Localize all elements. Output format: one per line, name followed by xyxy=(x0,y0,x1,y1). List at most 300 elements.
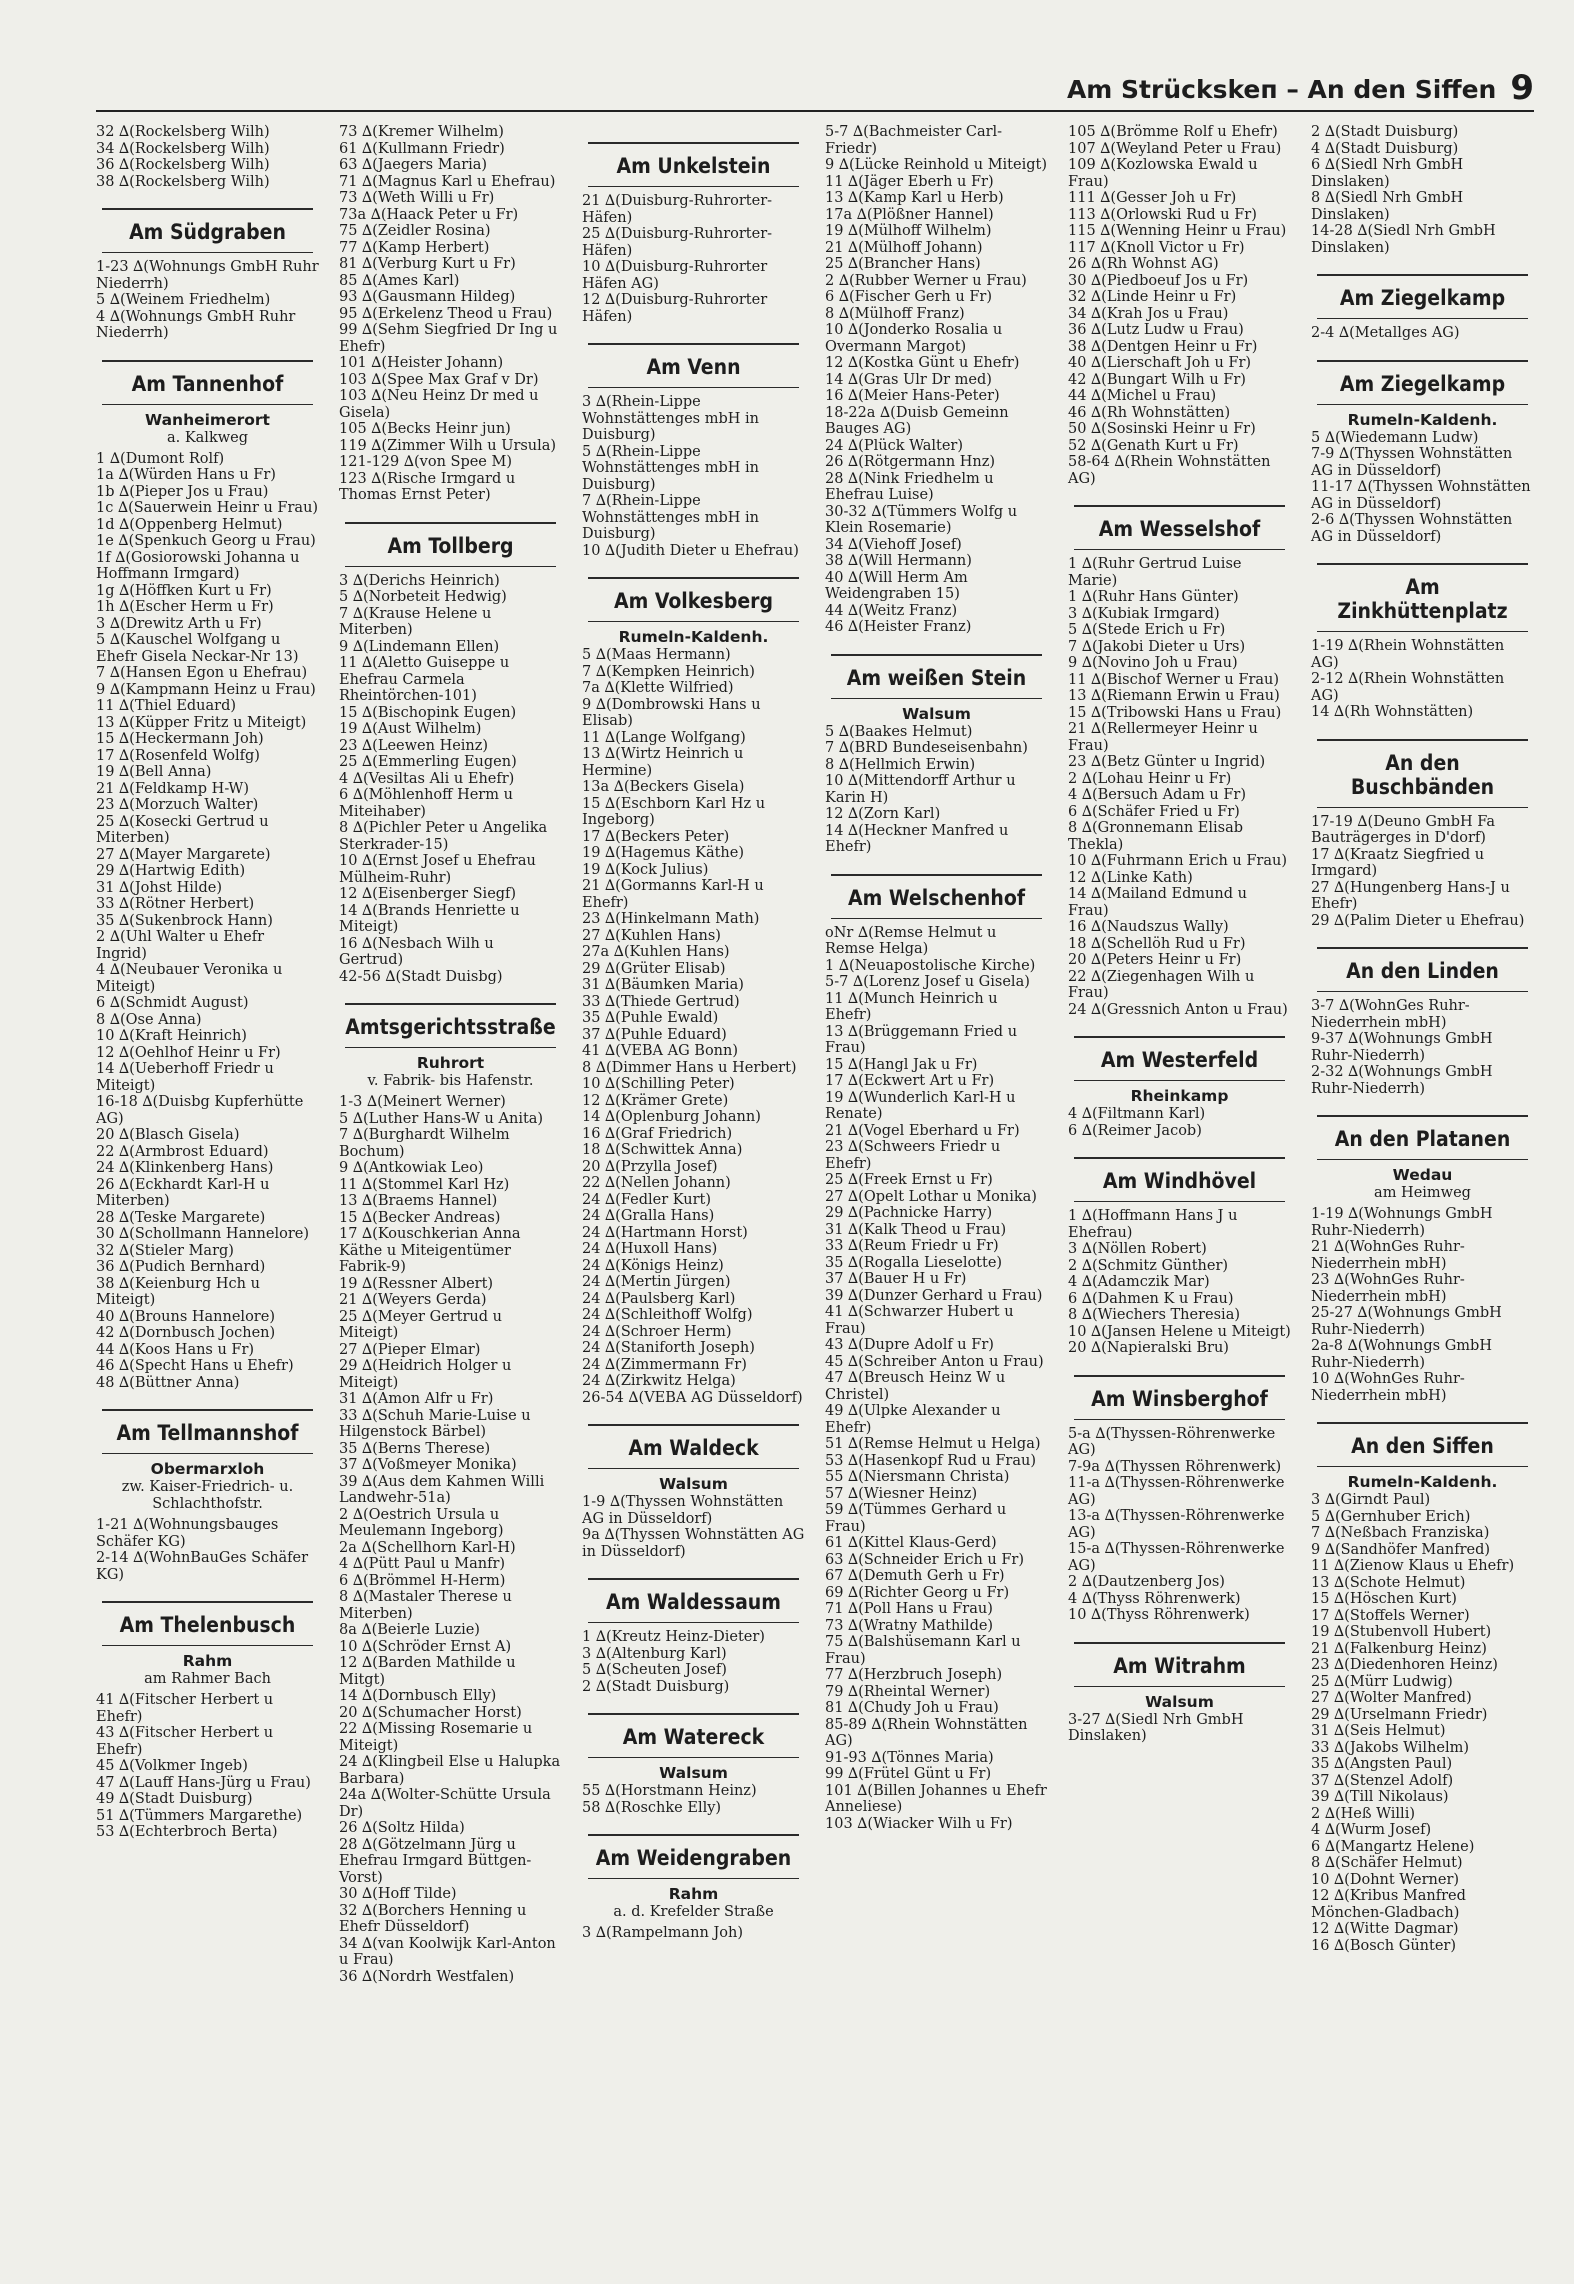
address-entry: 26 ∆(Rh Wohnst AG) xyxy=(1068,256,1219,272)
address-entry: 3 ∆(Kubiak Irmgard) xyxy=(1068,605,1220,622)
address-entry: 37 ∆(Stenzel Adolf) xyxy=(1311,1772,1454,1789)
address-entry: 1b ∆(Pieper Jos u Frau) xyxy=(96,483,269,500)
address-entry: 19 ∆(Stubenvoll Hubert) xyxy=(1311,1624,1492,1640)
address-entry: 3-7 ∆(WohnGes Ruhr-Niederrhein mbH) xyxy=(1311,998,1470,1031)
address-entry: 24 ∆(Paulsberg Karl) xyxy=(582,1290,736,1307)
address-entry: 8 ∆(Siedl Nrh GmbH Dinslaken) xyxy=(1311,190,1468,223)
address-entry: 4 ∆(Vesiltas Ali u Ehefr) xyxy=(339,770,515,787)
address-entry: 31 ∆(Seis Helmut) xyxy=(1311,1723,1446,1739)
district-label: Rahm xyxy=(182,1652,233,1670)
address-entry: 27 ∆(Opelt Lothar u Monika) xyxy=(825,1188,1037,1205)
address-entry: 1-19 ∆(Rhein Wohnstätten AG) xyxy=(1311,638,1509,671)
address-entry: 5 ∆(Gernhuber Erich) xyxy=(1311,1508,1471,1525)
address-entry: 13 ∆(Brüggemann Fried u Frau) xyxy=(825,1023,1022,1056)
address-entry: 39 ∆(Aus dem Kahmen Willi Landwehr-51a) xyxy=(339,1473,549,1506)
address-entry: 75 ∆(Zeidler Rosina) xyxy=(339,223,491,239)
address-entry: 10 ∆(Mittendorff Arthur u Karin H) xyxy=(825,773,1021,806)
address-entry: 3 ∆(Derichs Heinrich) xyxy=(339,572,500,589)
address-entry: 14 ∆(Rh Wohnstätten) xyxy=(1311,704,1474,720)
address-entry: 5-7 ∆(Bachmeister Carl-Friedr) xyxy=(825,124,1003,157)
address-entry: 26 ∆(Eckhardt Karl-H u Miterben) xyxy=(96,1176,275,1209)
address-entry: 25 ∆(Mürr Ludwig) xyxy=(1311,1673,1453,1690)
address-entry: 3 ∆(Girndt Paul) xyxy=(1311,1492,1431,1508)
street-heading: Am Welschenhof xyxy=(831,874,1042,919)
address-entry: 40 ∆(Lierschaft Joh u Fr) xyxy=(1068,355,1252,371)
address-entry: 27 ∆(Kuhlen Hans) xyxy=(582,927,721,944)
address-entry: 71 ∆(Magnus Karl u Ehefrau) xyxy=(339,173,556,190)
address-entry: 25 ∆(Emmerling Eugen) xyxy=(339,754,517,770)
address-entry: 17 ∆(Kraatz Siegfried u Irmgard) xyxy=(1311,846,1489,879)
address-entry: 2-12 ∆(Rhein Wohnstätten AG) xyxy=(1311,671,1509,704)
column-1 xyxy=(96,124,324,2264)
street-heading: Am Südgraben xyxy=(102,208,313,253)
address-entry: 105 ∆(Becks Heinr jun) xyxy=(339,421,511,437)
street-section xyxy=(96,360,319,1392)
address-entry: 32 ∆(Linde Heinr u Fr) xyxy=(1068,289,1237,305)
street-heading: An den Buschbänden xyxy=(1317,739,1528,808)
street-section xyxy=(1311,1422,1534,1954)
column-6 xyxy=(1311,124,1534,2264)
address-entry: 9a ∆(Thyssen Wohnstätten AG in Düsseldorf) xyxy=(582,1527,809,1560)
address-entry: 33 ∆(Schuh Marie-Luise u Hilgenstock Bärbel) xyxy=(339,1407,536,1440)
address-entry: 13 ∆(Schote Helmut) xyxy=(1311,1574,1466,1591)
address-entry: 3 ∆(Rhein-Lippe Wohnstättenges mbH in Duisburg) xyxy=(582,394,764,443)
address-entry: 79 ∆(Rheintal Werner) xyxy=(825,1683,991,1700)
address-entry: 1 ∆(Kreutz Heinz-Dieter) xyxy=(582,1629,765,1645)
district-label: Obermarxloh xyxy=(150,1460,265,1478)
address-entry: 38 ∆(Dentgen Heinr u Fr) xyxy=(1068,338,1258,355)
address-entry: 49 ∆(Ulpke Alexander u Ehefr) xyxy=(825,1403,1006,1436)
address-entry: 27 ∆(Wolter Manfred) xyxy=(1311,1690,1472,1706)
address-entry: 41 ∆(Fitscher Herbert u Ehefr) xyxy=(96,1692,278,1725)
street-heading: Am weißen Stein xyxy=(831,654,1042,699)
address-entry: 11 ∆(Lange Wolfgang) xyxy=(582,729,746,746)
address-entry: 12 ∆(Kostka Günt u Ehefr) xyxy=(825,355,1020,371)
address-entry: 21 ∆(Rellermeyer Heinr u Frau) xyxy=(1068,721,1263,754)
address-entry: 16-18 ∆(Duisbg Kupferhütte AG) xyxy=(96,1094,308,1127)
street-section xyxy=(339,1003,565,1985)
address-entry: 17 ∆(Rosenfeld Wolfg) xyxy=(96,747,260,764)
address-entry: 31 ∆(Amon Alfr u Fr) xyxy=(339,1391,494,1407)
address-entry: 2 ∆(Stadt Duisburg) xyxy=(1311,124,1459,140)
address-entry: 6 ∆(Mangartz Helene) xyxy=(1311,1838,1475,1855)
address-entry: 19 ∆(Ressner Albert) xyxy=(339,1275,494,1292)
address-entry: 4 ∆(Neubauer Veronika u Miteigt) xyxy=(96,962,287,995)
address-entry: 15 ∆(Tribowski Hans u Frau) xyxy=(1068,704,1282,721)
address-entry: 11 ∆(Munch Heinrich u Ehefr) xyxy=(825,990,1003,1023)
address-entry: 28 ∆(Teske Margarete) xyxy=(96,1209,266,1226)
address-entry: 93 ∆(Gausmann Hildeg) xyxy=(339,289,516,305)
address-entry: 15 ∆(Höschen Kurt) xyxy=(1311,1591,1457,1607)
address-entry: 2a ∆(Schellhorn Karl-H) xyxy=(339,1539,516,1556)
address-entry: 10 ∆(Ernst Josef u Ehefrau Mülheim-Ruhr) xyxy=(339,853,541,886)
address-entry: 35 ∆(Sukenbrock Hann) xyxy=(96,912,273,929)
address-entry: 2-32 ∆(Wohnungs GmbH Ruhr-Niederrh) xyxy=(1311,1064,1498,1097)
address-entry: 32 ∆(Stieler Marg) xyxy=(96,1242,234,1259)
address-entry: 13 ∆(Küpper Fritz u Miteigt) xyxy=(96,714,307,731)
location-note: a. Kalkweg xyxy=(166,429,249,446)
address-entry: 73 ∆(Wratny Mathilde) xyxy=(825,1617,994,1634)
address-entry: 44 ∆(Michel u Frau) xyxy=(1068,388,1217,404)
address-entry: 19 ∆(Aust Wilhelm) xyxy=(339,721,482,737)
street-heading: Am Tannenhof xyxy=(102,360,313,405)
address-entry: 11 ∆(Bischof Werner u Frau) xyxy=(1068,671,1280,688)
address-entry: 8 ∆(Dimmer Hans u Herbert) xyxy=(582,1059,797,1076)
address-entry: 52 ∆(Genath Kurt u Fr) xyxy=(1068,437,1239,454)
address-entry: 24 ∆(Huxoll Hans) xyxy=(582,1241,718,1257)
address-entry: 115 ∆(Wenning Heinr u Frau) xyxy=(1068,223,1287,239)
address-entry: 35 ∆(Angsten Paul) xyxy=(1311,1756,1453,1772)
address-entry: 33 ∆(Rötner Herbert) xyxy=(96,896,255,912)
address-entry: 42 ∆(Bungart Wilh u Fr) xyxy=(1068,371,1246,388)
address-entry: 38 ∆(Will Hermann) xyxy=(825,553,972,569)
location-note: a. d. Krefelder Straße xyxy=(613,1904,774,1920)
address-entry: 23 ∆(Hinkelmann Math) xyxy=(582,911,760,927)
address-entry: 101 ∆(Billen Johannes u Ehefr Anneliese) xyxy=(825,1782,1052,1815)
address-entry: 21 ∆(Vogel Eberhard u Fr) xyxy=(825,1122,1020,1139)
address-entry: 12 ∆(Kribus Manfred Mönchen-Gladbach) xyxy=(1311,1888,1471,1921)
street-section xyxy=(96,1409,319,1583)
location-note: v. Fabrik- bis Hafenstr. xyxy=(367,1073,534,1089)
address-entry: 19 ∆(Hagemus Käthe) xyxy=(582,845,745,861)
address-entry: 18-22a ∆(Duisb Gemeinn Bauges AG) xyxy=(825,404,1014,437)
address-entry: 24 ∆(Zimmermann Fr) xyxy=(582,1356,747,1373)
street-section xyxy=(96,1601,319,1841)
address-entry: 44 ∆(Koos Hans u Fr) xyxy=(96,1341,255,1358)
district-label: Rheinkamp xyxy=(1130,1087,1229,1105)
address-entry: 103 ∆(Wiacker Wilh u Fr) xyxy=(825,1815,1013,1832)
address-entry: 45 ∆(Schreiber Anton u Frau) xyxy=(825,1353,1044,1370)
district-label: Rumeln-Kaldenh. xyxy=(1347,410,1498,429)
address-entry: 51 ∆(Tümmers Margarethe) xyxy=(96,1807,303,1824)
district-label: Wedau xyxy=(1392,1166,1453,1184)
address-entry: 7 ∆(Neßbach Franziska) xyxy=(1311,1525,1490,1541)
address-entry: 73 ∆(Weth Willi u Fr) xyxy=(339,190,495,206)
address-entry: 58-64 ∆(Rhein Wohnstätten AG) xyxy=(1068,454,1276,487)
address-entry: 99 ∆(Sehm Siegfried Dr Ing u Ehefr) xyxy=(339,322,562,355)
address-entry: 22 ∆(Armbrost Eduard) xyxy=(96,1143,269,1160)
address-entry: 1-19 ∆(Wohnungs GmbH Ruhr-Niederrh) xyxy=(1311,1206,1498,1239)
street-heading: Am Winsberghof xyxy=(1074,1375,1285,1420)
address-entry: 123 ∆(Rische Irmgard u Thomas Ernst Peter) xyxy=(339,470,520,503)
street-heading: An den Linden xyxy=(1317,947,1528,992)
address-entry: 1g ∆(Höffken Kurt u Fr) xyxy=(96,582,272,599)
address-entry: 121-129 ∆(von Spee M) xyxy=(339,454,513,470)
location-note: am Rahmer Bach xyxy=(144,1671,271,1687)
address-entry: 31 ∆(Kalk Theod u Frau) xyxy=(825,1221,1007,1238)
street-heading: Am Volkesberg xyxy=(588,577,799,622)
address-entry: 42 ∆(Dornbusch Jochen) xyxy=(96,1325,276,1341)
address-entry: 17 ∆(Eckwert Art u Fr) xyxy=(825,1073,995,1089)
address-entry: 2 ∆(Rubber Werner u Frau) xyxy=(825,272,1027,289)
address-entry: 6 ∆(Dahmen K u Frau) xyxy=(1068,1290,1234,1307)
address-entry: 34 ∆(Krah Jos u Frau) xyxy=(1068,305,1229,322)
address-entry: 1-21 ∆(Wohnungsbauges Schäfer KG) xyxy=(96,1517,283,1550)
address-entry: 7 ∆(Rhein-Lippe Wohnstättenges mbH in Duisburg) xyxy=(582,493,764,542)
street-heading: Amtsgerichtsstraße xyxy=(345,1003,556,1048)
address-entry: 3 ∆(Altenburg Karl) xyxy=(582,1645,727,1662)
street-heading: Am Weidengraben xyxy=(588,1834,799,1879)
address-entry: 105 ∆(Brömme Rolf u Ehefr) xyxy=(1068,124,1278,140)
address-entry: 3 ∆(Drewitz Arth u Fr) xyxy=(96,615,262,632)
address-entry: 5 ∆(Luther Hans-W u Anita) xyxy=(339,1110,544,1127)
address-entry: 15 ∆(Becker Andreas) xyxy=(339,1209,501,1226)
street-section xyxy=(582,577,805,1406)
address-entry: 32 ∆(Borchers Henning u Ehefr Düsseldorf) xyxy=(339,1902,531,1935)
address-entry: 2 ∆(Uhl Walter u Ehefr Ingrid) xyxy=(96,929,269,962)
street-section xyxy=(1311,947,1534,1097)
street-section xyxy=(1311,563,1534,721)
address-entry: 47 ∆(Lauff Hans-Jürg u Frau) xyxy=(96,1774,311,1791)
address-entry: 27 ∆(Hungenberg Hans-J u Ehefr) xyxy=(1311,879,1515,912)
address-entry: 10 ∆(Kraft Heinrich) xyxy=(96,1028,247,1044)
address-entry: 37 ∆(Puhle Eduard) xyxy=(582,1026,727,1043)
directory-columns xyxy=(96,124,1536,2264)
address-entry: 13-a ∆(Thyssen-Röhrenwerke AG) xyxy=(1068,1508,1290,1541)
address-entry: 49 ∆(Stadt Duisburg) xyxy=(96,1791,253,1807)
address-entry: 22 ∆(Missing Rosemarie u Miteigt) xyxy=(339,1721,537,1754)
location-note: zw. Kaiser-Friedrich- u. Schlachthofstr. xyxy=(121,1479,294,1512)
address-entry: 8 ∆(Mastaler Therese u Miterben) xyxy=(339,1589,517,1622)
street-section xyxy=(1068,1642,1291,1745)
address-entry: 30 ∆(Piedboeuf Jos u Fr) xyxy=(1068,272,1249,289)
address-entry: 28 ∆(Nink Friedhelm u Ehefrau Luise) xyxy=(825,470,999,503)
address-entry: 9-37 ∆(Wohnungs GmbH Ruhr-Niederrh) xyxy=(1311,1031,1498,1064)
street-section xyxy=(582,1834,805,1942)
address-entry: 34 ∆(Rockelsberg Wilh) xyxy=(96,140,270,157)
address-entry: 51 ∆(Remse Helmut u Helga) xyxy=(825,1436,1041,1452)
address-entry: 15 ∆(Hangl Jak u Fr) xyxy=(825,1056,978,1073)
address-entry: 85 ∆(Ames Karl) xyxy=(339,272,460,289)
address-entry: 4 ∆(Filtmann Karl) xyxy=(1068,1106,1206,1122)
address-entry: 20 ∆(Napieralski Bru) xyxy=(1068,1340,1229,1356)
district-label: Rumeln-Kaldenh. xyxy=(1347,1473,1498,1491)
address-entry: 77 ∆(Herzbruch Joseph) xyxy=(825,1667,1003,1683)
district-label: Rumeln-Kaldenh. xyxy=(618,628,769,646)
address-entry: 1a ∆(Würden Hans u Fr) xyxy=(96,467,276,483)
address-entry: 14 ∆(Brands Henriette u Miteigt) xyxy=(339,902,525,935)
address-entry: 40 ∆(Will Herm Am Weidengraben 15) xyxy=(825,569,973,602)
address-entry: 14 ∆(Mailand Edmund u Frau) xyxy=(1068,886,1252,919)
address-entry: 8 ∆(Gronnemann Elisab Thekla) xyxy=(1068,820,1248,853)
address-entry: 15 ∆(Bischopink Eugen) xyxy=(339,704,517,721)
address-entry: 36 ∆(Pudich Bernhard) xyxy=(96,1259,266,1275)
address-entry: 14 ∆(Dornbusch Elly) xyxy=(339,1688,497,1704)
address-entry: 20 ∆(Schumacher Horst) xyxy=(339,1704,522,1721)
street-section xyxy=(1068,1375,1291,1624)
page-header xyxy=(96,58,1534,112)
street-section xyxy=(1311,274,1534,342)
address-entry: 29 ∆(Urselmann Friedr) xyxy=(1311,1706,1488,1723)
address-entry: 35 ∆(Puhle Ewald) xyxy=(582,1010,719,1026)
page-title: Am Strückskeп – An den Siffen xyxy=(1066,75,1497,104)
address-entry: 22 ∆(Ziegenhagen Wilh u Frau) xyxy=(1068,968,1259,1001)
address-entry: 13 ∆(Riemann Erwin u Frau) xyxy=(1068,688,1280,704)
address-entry: 4 ∆(Adamczik Mar) xyxy=(1068,1274,1210,1290)
address-entry: 2 ∆(Lohau Heinr u Fr) xyxy=(1068,770,1232,787)
street-heading: Am Zinkhüttenplatz xyxy=(1317,563,1528,632)
address-entry: 26 ∆(Soltz Hilda) xyxy=(339,1820,465,1836)
address-entry: 8 ∆(Schäfer Helmut) xyxy=(1311,1855,1463,1871)
address-entry: 111 ∆(Gesser Joh u Fr) xyxy=(1068,190,1237,206)
address-entry: 14 ∆(Heckner Manfred u Ehefr) xyxy=(825,822,1013,855)
address-entry: 5 ∆(Wiedemann Ludw) xyxy=(1311,429,1479,446)
address-entry: 11 ∆(Jäger Eberh u Fr) xyxy=(825,173,994,190)
address-entry: 23 ∆(WohnGes Ruhr-Niederrhein mbH) xyxy=(1311,1272,1465,1305)
street-heading: Am Watereck xyxy=(588,1713,799,1758)
address-entry: 18 ∆(Schwittek Anna) xyxy=(582,1142,743,1158)
address-entry: 1 ∆(Neuapostolische Kirche) xyxy=(825,957,1036,974)
address-entry: 24 ∆(Mertin Jürgen) xyxy=(582,1274,731,1290)
address-entry: 1d ∆(Oppenberg Helmut) xyxy=(96,516,283,533)
address-entry: 12 ∆(Krämer Grete) xyxy=(582,1092,729,1109)
address-entry: 5 ∆(Stede Erich u Fr) xyxy=(1068,622,1226,638)
address-entry: 1 ∆(Ruhr Hans Günter) xyxy=(1068,589,1239,605)
address-entry: 7 ∆(Kempken Heinrich) xyxy=(582,663,755,680)
address-entry: 53 ∆(Hasenkopf Rud u Frau) xyxy=(825,1452,1036,1469)
address-entry: 23 ∆(Diedenhoren Heinz) xyxy=(1311,1657,1498,1673)
address-entry: 37 ∆(Voßmeyer Monika) xyxy=(339,1457,517,1473)
address-entry: 36 ∆(Rockelsberg Wilh) xyxy=(96,157,270,173)
address-entry: 6 ∆(Siedl Nrh GmbH Dinslaken) xyxy=(1311,157,1468,190)
address-entry: 8 ∆(Mülhoff Franz) xyxy=(825,305,965,322)
address-entry: 26-54 ∆(VEBA AG Düsseldorf) xyxy=(582,1389,803,1406)
address-entry: 34 ∆(van Koolwijk Karl-Anton u Frau) xyxy=(339,1935,561,1968)
address-entry: 13 ∆(Braems Hannel) xyxy=(339,1193,498,1209)
address-entry: 113 ∆(Orlowski Rud u Fr) xyxy=(1068,206,1257,223)
address-entry: 24 ∆(Zirkwitz Helga) xyxy=(582,1373,736,1389)
address-entry: 42-56 ∆(Stadt Duisbg) xyxy=(339,968,503,985)
address-entry: 9 ∆(Lücke Reinhold u Miteigt) xyxy=(825,157,1047,173)
address-entry: 30 ∆(Schollmann Hannelore) xyxy=(96,1226,310,1242)
address-entry: 17-19 ∆(Deuno GmbH Fa Bauträgerges in D'dorf) xyxy=(1311,813,1500,846)
column-5 xyxy=(1068,124,1291,2264)
address-entry: 23 ∆(Leewen Heinz) xyxy=(339,737,489,754)
address-entry: 1h ∆(Escher Herm u Fr) xyxy=(96,599,274,615)
address-entry: 58 ∆(Roschke Elly) xyxy=(582,1799,722,1816)
address-entry: 109 ∆(Kozlowska Ewald u Frau) xyxy=(1068,157,1263,190)
address-entry: 1 ∆(Ruhr Gertrud Luise Marie) xyxy=(1068,556,1247,589)
address-entry: 5 ∆(Kauschel Wolfgang u Ehefr Gisela Neckar-Nr 13) xyxy=(96,632,299,665)
address-entry: 8a ∆(Beierle Luzie) xyxy=(339,1622,480,1638)
address-entry: 20 ∆(Peters Heinr u Fr) xyxy=(1068,952,1242,968)
address-entry: 119 ∆(Zimmer Wilh u Ursula) xyxy=(339,437,557,454)
street-heading: Am Ziegelkamp xyxy=(1317,274,1528,319)
address-entry: 20 ∆(Blasch Gisela) xyxy=(96,1127,240,1143)
address-entry: 1-9 ∆(Thyssen Wohnstätten AG in Düsseldorf) xyxy=(582,1494,788,1527)
address-entry: 75 ∆(Balshüsemann Karl u Frau) xyxy=(825,1634,1026,1667)
address-entry: 29 ∆(Grüter Elisab) xyxy=(582,960,726,977)
address-entry: 5 ∆(Weinem Friedhelm) xyxy=(96,292,271,308)
address-entry: 24 ∆(Gressnich Anton u Frau) xyxy=(1068,1001,1288,1018)
street-section xyxy=(339,522,562,986)
address-entry: 2 ∆(Dautzenberg Jos) xyxy=(1068,1574,1225,1590)
street-heading: Am Windhövel xyxy=(1074,1157,1285,1202)
address-entry: 3 ∆(Rampelmann Joh) xyxy=(582,1925,743,1941)
street-section xyxy=(1068,124,1291,487)
address-entry: 12 ∆(Zorn Karl) xyxy=(825,806,941,822)
address-entry: 91-93 ∆(Tönnes Maria) xyxy=(825,1749,994,1766)
address-entry: 37 ∆(Bauer H u Fr) xyxy=(825,1271,967,1287)
address-entry: 4 ∆(Wohnungs GmbH Ruhr Niederrh) xyxy=(96,308,300,341)
address-entry: 23 ∆(Betz Günter u Ingrid) xyxy=(1068,754,1266,770)
address-entry: 9 ∆(Novino Joh u Frau) xyxy=(1068,655,1238,671)
address-entry: 1 ∆(Hoffmann Hans J u Ehefrau) xyxy=(1068,1208,1243,1241)
address-entry: 2 ∆(Schmitz Günther) xyxy=(1068,1257,1229,1274)
address-entry: 33 ∆(Jakobs Wilhelm) xyxy=(1311,1739,1470,1756)
street-section xyxy=(582,1424,809,1560)
street-heading: Am Unkelstein xyxy=(588,142,799,187)
address-entry: 20 ∆(Przylla Josef) xyxy=(582,1158,718,1175)
district-label: Walsum xyxy=(902,704,971,723)
address-entry: 24 ∆(Klingbeil Else u Halupka Barbara) xyxy=(339,1754,565,1787)
address-entry: 67 ∆(Demuth Gerh u Fr) xyxy=(825,1568,1005,1584)
address-entry: 11 ∆(Thiel Eduard) xyxy=(96,698,237,714)
address-entry: 27 ∆(Mayer Margarete) xyxy=(96,846,271,863)
address-entry: 6 ∆(Reimer Jacob) xyxy=(1068,1122,1202,1139)
address-entry: 17 ∆(Kouschkerian Anna Käthe u Miteigentümer Fabrik-9) xyxy=(339,1226,526,1275)
address-entry: 5 ∆(Rhein-Lippe Wohnstättenges mbH in Duisburg) xyxy=(582,443,764,493)
address-entry: 13 ∆(Kamp Karl u Herb) xyxy=(825,190,1004,206)
address-entry: 24 ∆(Klinkenberg Hans) xyxy=(96,1160,274,1176)
address-entry: 107 ∆(Weyland Peter u Frau) xyxy=(1068,140,1282,157)
page-number: 9 xyxy=(1510,68,1534,108)
address-entry: 25-27 ∆(Wohnungs GmbH Ruhr-Niederrh) xyxy=(1311,1305,1507,1338)
address-entry: 14 ∆(Ueberhoff Friedr u Miteigt) xyxy=(96,1061,279,1094)
address-entry: 5 ∆(Maas Hermann) xyxy=(582,647,731,663)
address-entry: 6 ∆(Möhlenhoff Herm u Miteihaber) xyxy=(339,787,518,820)
address-entry: 40 ∆(Brouns Hannelore) xyxy=(96,1308,275,1325)
address-entry: 19 ∆(Wunderlich Karl-H u Renate) xyxy=(825,1089,1021,1122)
street-section xyxy=(825,654,1048,856)
address-entry: 25 ∆(Duisburg-Ruhrorter-Häfen) xyxy=(582,226,773,259)
address-entry: 7 ∆(Jakobi Dieter u Urs) xyxy=(1068,638,1246,655)
address-entry: 43 ∆(Dupre Adolf u Fr) xyxy=(825,1337,994,1353)
address-entry: 2 ∆(Heß Willi) xyxy=(1311,1805,1415,1822)
column-3 xyxy=(582,124,809,2264)
address-entry: 6 ∆(Fischer Gerh u Fr) xyxy=(825,289,992,305)
address-entry: 10 ∆(Dohnt Werner) xyxy=(1311,1871,1460,1888)
address-entry: 7 ∆(BRD Bundeseisenbahn) xyxy=(825,740,1028,756)
district-label: Walsum xyxy=(1145,1692,1214,1711)
address-entry: 12 ∆(Oehlhof Heinr u Fr) xyxy=(96,1044,281,1061)
address-entry: 12 ∆(Witte Dagmar) xyxy=(1311,1921,1459,1937)
address-entry: 35 ∆(Rogalla Lieselotte) xyxy=(825,1254,1003,1271)
street-section xyxy=(1068,1036,1291,1139)
district-label: Walsum xyxy=(659,1475,728,1493)
address-entry: 32 ∆(Rockelsberg Wilh) xyxy=(96,124,270,140)
address-entry: 85-89 ∆(Rhein Wohnstätten AG) xyxy=(825,1716,1033,1749)
address-entry: 2-4 ∆(Metallges AG) xyxy=(1311,325,1460,341)
address-entry: 9 ∆(Sandhöfer Manfred) xyxy=(1311,1541,1491,1558)
address-entry: 24 ∆(Königs Heinz) xyxy=(582,1257,724,1274)
address-entry: 1-3 ∆(Meinert Werner) xyxy=(339,1094,506,1110)
address-entry: 26 ∆(Rötgermann Hnz) xyxy=(825,454,996,470)
address-entry: 19 ∆(Kock Julius) xyxy=(582,861,709,878)
address-entry: 55 ∆(Niersmann Christa) xyxy=(825,1469,1010,1485)
address-entry: 7 ∆(Hansen Egon u Ehefrau) xyxy=(96,665,308,681)
address-entry: 1e ∆(Spenkuch Georg u Frau) xyxy=(96,533,316,549)
street-heading: Am Tellmannshof xyxy=(102,1409,313,1454)
street-section xyxy=(582,343,805,559)
address-entry: 25 ∆(Meyer Gertrud u Miteigt) xyxy=(339,1308,507,1341)
address-entry: 38 ∆(Rockelsberg Wilh) xyxy=(96,173,270,190)
address-entry: 41 ∆(Schwarzer Hubert u Frau) xyxy=(825,1304,1019,1337)
address-entry: 39 ∆(Till Nikolaus) xyxy=(1311,1789,1449,1805)
address-entry: 8 ∆(Ose Anna) xyxy=(96,1011,202,1028)
address-entry: 25 ∆(Kosecki Gertrud u Miterben) xyxy=(96,813,274,846)
address-entry: 17 ∆(Stoffels Werner) xyxy=(1311,1607,1470,1624)
